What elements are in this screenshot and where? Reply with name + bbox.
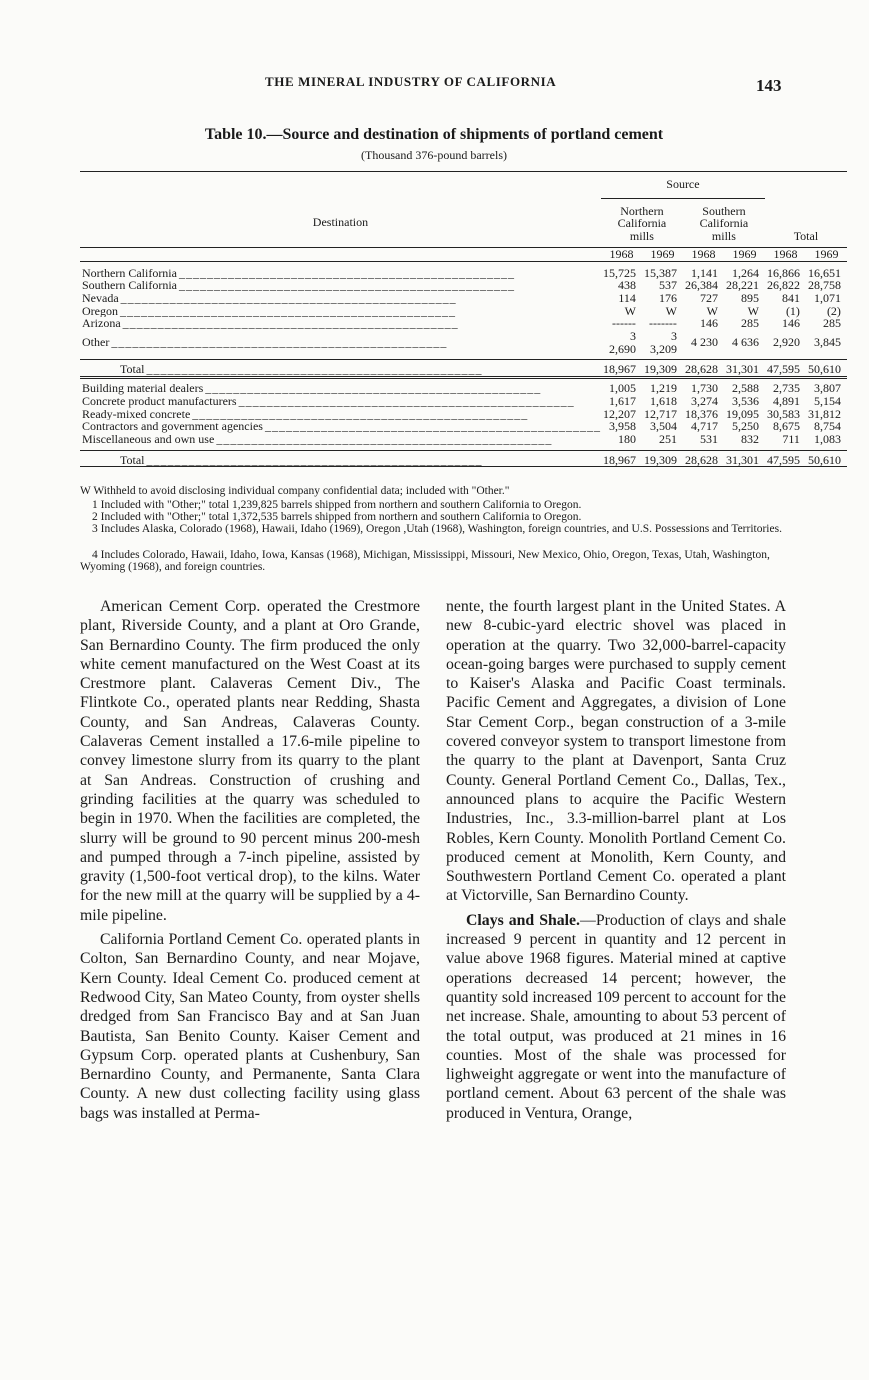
table-cell: 1,141 <box>690 265 718 280</box>
row-label-text: Total <box>120 363 145 377</box>
row-label-text: Concrete product manufacturers <box>82 394 237 408</box>
table-cell: 18,967 <box>602 362 636 377</box>
table-cell: 19,309 <box>643 452 677 467</box>
table-cell: 50,610 <box>807 452 841 467</box>
table-cell: 28,628 <box>684 362 718 377</box>
table-cell: 28,758 <box>807 278 841 293</box>
row-label <box>80 408 601 421</box>
row-label <box>80 454 601 467</box>
table-cell: 16,651 <box>807 265 841 280</box>
left-column <box>80 597 420 1123</box>
footnote-4: 4 Includes Colorado, Hawaii, Idaho, Iowa, Kansas (1968), Michigan, Mississippi, Missouri, New Mexico, Ohio, Oregon, Texas, Utah, Washington, Wyoming (1968), and foreign countries. <box>80 549 770 573</box>
table-cell: 3,807 <box>813 381 841 396</box>
row-label-text: Building material dealers <box>82 382 204 395</box>
row-label <box>80 363 601 377</box>
row-label <box>80 330 601 355</box>
row-label-text: Nevada <box>82 291 119 305</box>
table-row <box>80 317 847 330</box>
header-year: 1969 <box>724 247 765 261</box>
table-cell: 3,845 <box>813 335 841 350</box>
row-label <box>80 382 601 395</box>
table-cell: 12,717 <box>643 406 677 421</box>
table-cell: 176 <box>658 290 677 305</box>
table-cell: W <box>665 303 677 318</box>
leader-dots: _ _ _ _ _ _ _ _ _ _ _ _ _ _ _ _ _ _ _ _ _ _ _ _ _ _ _ _ _ _ _ _ _ _ _ _ _ _ _ _ _ _ _ _ _ _ _ _ <box>120 317 457 331</box>
body-paragraph: nente, the fourth largest plant in the United States. A new 8-cubic-yard electric shovel was placed in operation at the quarry. Two 32,000-barrel-capacity ocean-going barges were purchased to supply cement to Kaiser's Alaska and Pacific Coast terminals. Pacific Cement and Aggregates, a division of Lone Star Cement Corp., began construction of a 3-mile covered conveyor system to transport limestone from the quarry to the plant at Davenport, Santa Cruz County. General Portland Cement Co., Dallas, Tex., announced plans to acquire the Pacific Western Industries, Inc., 3.3-million-barrel plant at Los Robles, Kern County. Monolith Portland Cement Co. produced cement at Monolith, Kern County, and Southwestern Portland Cement Co. operated a plant at Victorville, San Bernardino County. <box>446 598 786 905</box>
header-destination: Destination <box>312 215 369 230</box>
table-cell: 26,822 <box>766 278 800 293</box>
header-year: 1968 <box>683 247 724 261</box>
footnote-1: 1 Included with "Other;" total 1,239,825 barrels shipped from northern and southern California to Oregon. <box>92 499 582 511</box>
row-label <box>80 305 601 318</box>
table-cell: ------ <box>611 316 636 331</box>
table-cell: 1,618 <box>649 393 677 408</box>
footnote-2: 2 Included with "Other;" total 1,372,535 barrels shipped from northern and southern California to Oregon. <box>92 511 582 523</box>
row-label-text: Ready-mixed concrete <box>82 407 191 421</box>
row-label-text: Other <box>82 335 110 350</box>
table-cell: 1,005 <box>608 381 636 396</box>
table-row <box>80 420 847 433</box>
row-label <box>80 395 601 408</box>
table-cell: 19,309 <box>643 362 677 377</box>
leader-dots: _ _ _ _ _ _ _ _ _ _ _ _ _ _ _ _ _ _ _ _ _ _ _ _ _ _ _ _ _ _ _ _ _ _ _ _ _ _ _ _ _ _ _ _ _ _ _ _ <box>118 291 455 305</box>
table-cell: W <box>706 303 718 318</box>
table-cell: 4,891 <box>772 393 800 408</box>
table-cell: 18,376 <box>684 406 718 421</box>
table-title: Table 10.—Source and destination of shipments of portland cement <box>204 126 664 143</box>
table-row <box>80 433 847 446</box>
table-cell: W <box>624 303 636 318</box>
table-row <box>80 395 847 408</box>
leader-dots: _ _ _ _ _ _ _ _ _ _ _ _ _ _ _ _ _ _ _ _ _ _ _ _ _ _ _ _ _ _ _ _ _ _ _ _ _ _ _ _ _ _ _ _ _ _ _ _ <box>176 266 513 280</box>
row-label-text: Contractors and government agencies <box>82 420 263 433</box>
table-cell: 8,754 <box>813 419 841 434</box>
row-label <box>80 433 601 446</box>
table-cell: 28,628 <box>684 452 718 467</box>
table-cell: 3,274 <box>690 393 718 408</box>
table-cell: 31,301 <box>725 452 759 467</box>
table-cell: W <box>747 303 759 318</box>
row-label <box>80 317 601 330</box>
row-label-text: Arizona <box>82 317 121 331</box>
table-row <box>80 292 847 305</box>
table-cell: 3,958 <box>608 419 636 434</box>
body-paragraph <box>446 911 786 1123</box>
table-total-row <box>80 454 847 467</box>
table-cell: 531 <box>699 431 718 446</box>
header-southern-mills: Southern California mills <box>699 203 749 244</box>
table-cell: 5,154 <box>813 393 841 408</box>
row-label-text: Oregon <box>82 304 118 318</box>
row-label-text: Northern California <box>82 266 177 280</box>
body-text: —Production of clays and shale increased 9 percent in quantity and 12 percent in value above 1968 figures. Material mined at captive operations decreased 14 percent; however, the quantity sold increased 109 percent to account for the net increase. Shale, amounting to about 53 percent of the total output, was produced at 21 mines in 16 counties. Most of the shale was processed for lighweight aggregate or went into the manufacture of portland cement. About 63 percent of the shale was produced in Ventura, Orange, <box>446 911 786 1122</box>
table-cell: 4,717 <box>690 419 718 434</box>
table-cell: 26,384 <box>684 278 718 293</box>
header-year: 1969 <box>806 247 847 261</box>
table-cell: 711 <box>782 431 800 446</box>
table-cell: 537 <box>658 278 677 293</box>
right-column <box>446 597 786 1123</box>
table-cell: 251 <box>658 431 677 446</box>
table-cell: 146 <box>781 316 800 331</box>
table-cell: 8,675 <box>772 419 800 434</box>
row-label <box>80 420 601 433</box>
body-paragraph: California Portland Cement Co. operated plants in Colton, San Bernardino County, and near Mojave, Kern County. Ideal Cement Co. produced cement at Redwood City, San Mateo County, from oyster shells dredged from San Francisco Bay and at San Juan Bautista, San Benito County. Kaiser Cement and Gypsum Corp. operated plants at Cushenbury, San Bernardino County, and Permanente, Santa Clara County. A new dust collecting facility using glass bags was installed at Perma- <box>80 931 420 1122</box>
leader-dots: _ _ _ _ _ _ _ _ _ _ _ _ _ _ _ _ _ _ _ _ _ _ _ _ _ _ _ _ _ _ _ _ _ _ _ _ _ _ _ _ _ _ _ _ _ _ _ _ <box>118 304 454 318</box>
table-cell: 1,219 <box>649 381 677 396</box>
row-label <box>80 279 601 292</box>
table-cell: 15,387 <box>643 265 677 280</box>
table-cell: (2) <box>826 303 841 318</box>
table-cell: 28,221 <box>725 278 759 293</box>
footnote-3: 3 Includes Alaska, Colorado (1968), Hawaii, Idaho (1969), Oregon ,Utah (1968), Washington, foreign countries, and U.S. Possessions and Territories. <box>92 523 782 535</box>
table-cell: 30,583 <box>766 406 800 421</box>
table-total-row <box>80 363 847 377</box>
table-cell: 841 <box>781 290 800 305</box>
footnote-w: W Withheld to avoid disclosing individual company confidential data; included with "Other." <box>80 485 510 497</box>
table-cell: 895 <box>740 290 759 305</box>
table-cell: 832 <box>740 431 759 446</box>
table-row <box>80 382 847 395</box>
table-cell: 18,967 <box>602 452 636 467</box>
table-cell: 12,207 <box>602 406 636 421</box>
table-cell: 285 <box>822 316 841 331</box>
table-cell: 180 <box>617 431 636 446</box>
table-cell: 3,504 <box>649 419 677 434</box>
table-cell: 285 <box>740 316 759 331</box>
table-cell: 15,725 <box>602 265 636 280</box>
table-cell: 50,610 <box>807 362 841 377</box>
header-year: 1968 <box>765 247 806 261</box>
header-northern-mills: Northern California mills <box>617 203 667 244</box>
table-subtitle: (Thousand 376-pound barrels) <box>361 148 507 162</box>
leader-dots: _ _ _ _ _ _ _ _ _ _ _ _ _ _ _ _ _ _ _ _ _ _ _ _ _ _ _ _ _ _ _ _ _ _ _ _ _ _ _ _ _ _ _ _ _ _ _ _ <box>144 453 481 467</box>
table-cell: 1,730 <box>690 381 718 396</box>
header-year: 1968 <box>601 247 642 261</box>
table-cell: 727 <box>699 290 718 305</box>
leader-dots: _ _ _ _ _ _ _ _ _ _ _ _ _ _ _ _ _ _ _ _ _ _ _ _ _ _ _ _ _ _ _ _ _ _ _ _ _ _ _ _ _ _ _ _ _ _ _ _ <box>144 363 481 377</box>
table-cell: 1,264 <box>731 265 759 280</box>
running-head-title: THE MINERAL INDUSTRY OF CALIFORNIA <box>265 74 557 89</box>
table-cell: 31,301 <box>725 362 759 377</box>
table-cell: 16,866 <box>766 265 800 280</box>
row-label-text: Total <box>120 453 145 467</box>
leader-dots: _ _ _ _ _ _ _ _ _ _ _ _ _ _ _ _ _ _ _ _ _ _ _ _ _ _ _ _ _ _ _ _ _ _ _ _ _ _ _ _ _ _ _ _ _ _ _ _ <box>109 335 446 350</box>
table-row <box>80 305 847 318</box>
table-cell: 3 3,209 <box>649 329 677 356</box>
leader-dots: _ _ _ _ _ _ _ _ _ _ _ _ _ _ _ _ _ _ _ _ _ _ _ _ _ _ _ _ _ _ _ _ _ _ _ _ _ _ _ _ _ _ _ _ _ _ _ _ <box>190 407 527 421</box>
table-cell: 4 636 <box>731 335 759 350</box>
table-cell: 3,536 <box>731 393 759 408</box>
row-label <box>80 267 601 280</box>
table-cell: (1) <box>785 303 800 318</box>
row-label <box>80 292 601 305</box>
leader-dots: _ _ _ _ _ _ _ _ _ _ _ _ _ _ _ _ _ _ _ _ _ _ _ _ _ _ _ _ _ _ _ _ _ _ _ _ _ _ _ _ _ _ _ _ _ _ _ _ <box>236 394 573 408</box>
leader-dots: _ _ _ _ _ _ _ _ _ _ _ _ _ _ _ _ _ _ _ _ _ _ _ _ _ _ _ _ _ _ _ _ _ _ _ _ _ _ _ _ _ _ _ _ _ _ _ _ <box>214 432 551 446</box>
table-row <box>80 330 847 355</box>
table-row <box>80 279 847 292</box>
table-cell: 438 <box>617 278 636 293</box>
row-label-text: Southern California <box>82 279 177 292</box>
section-heading-clays-shale: Clays and Shale. <box>466 911 581 929</box>
table-cell: 146 <box>699 316 718 331</box>
table-cell: 31,812 <box>807 406 841 421</box>
table-cell: 2,588 <box>731 381 759 396</box>
row-label-text: Miscellaneous and own use <box>82 432 215 446</box>
table-cell: 47,595 <box>766 452 800 467</box>
table-cell: 5,250 <box>731 419 759 434</box>
leader-dots: _ _ _ _ _ _ _ _ _ _ _ _ _ _ _ _ _ _ _ _ _ _ _ _ _ _ _ _ _ _ _ _ _ _ _ _ _ _ _ _ _ _ _ _ _ _ _ _ <box>262 420 599 433</box>
header-source: Source <box>601 176 765 198</box>
leader-dots: _ _ _ _ _ _ _ _ _ _ _ _ _ _ _ _ _ _ _ _ _ _ _ _ _ _ _ _ _ _ _ _ _ _ _ _ _ _ _ _ _ _ _ _ _ _ _ _ <box>176 279 513 292</box>
table-cell: ------- <box>648 316 677 331</box>
table-cell: 3 2,690 <box>608 329 636 356</box>
table-cell: 114 <box>618 290 636 305</box>
header-year: 1969 <box>642 247 683 261</box>
table-cell: 1,071 <box>813 290 841 305</box>
table-cell: 2,735 <box>772 381 800 396</box>
table-cell: 1,083 <box>813 431 841 446</box>
table-cell: 19,095 <box>725 406 759 421</box>
page-number: 143 <box>756 76 782 95</box>
table-cell: 47,595 <box>766 362 800 377</box>
table-cell: 1,617 <box>608 393 636 408</box>
cement-shipments-table <box>80 171 847 467</box>
leader-dots: _ _ _ _ _ _ _ _ _ _ _ _ _ _ _ _ _ _ _ _ _ _ _ _ _ _ _ _ _ _ _ _ _ _ _ _ _ _ _ _ _ _ _ _ _ _ _ _ <box>203 382 540 395</box>
body-paragraph: American Cement Corp. operated the Crestmore plant, Riverside County, and a plant at Oro Grande, San Bernardino County. The firm produced the only white cement manufactured on the West Coast at its Crestmore plant. Calaveras Cement Div., The Flintkote Co., operated plants near Redding, Shasta County, and San Andreas, Calaveras County. Calaveras Cement installed a 17.6-mile pipeline to convey limestone slurry from its quarry to the plant at San Andreas. Construction of crushing and grinding facilities at the quarry was scheduled to begin in 1970. When the facilities are completed, the slurry will be ground to 90 percent minus 200-mesh and pumped through a 7-inch pipeline, assisted by gravity (1,500-foot vertical drop), to the kilns. Water for the new mill at the quarry will be supplied by a 4-mile pipeline. <box>80 598 420 924</box>
table-cell: 4 230 <box>690 335 718 350</box>
header-total: Total <box>793 229 819 244</box>
table-cell: 2,920 <box>772 335 800 350</box>
